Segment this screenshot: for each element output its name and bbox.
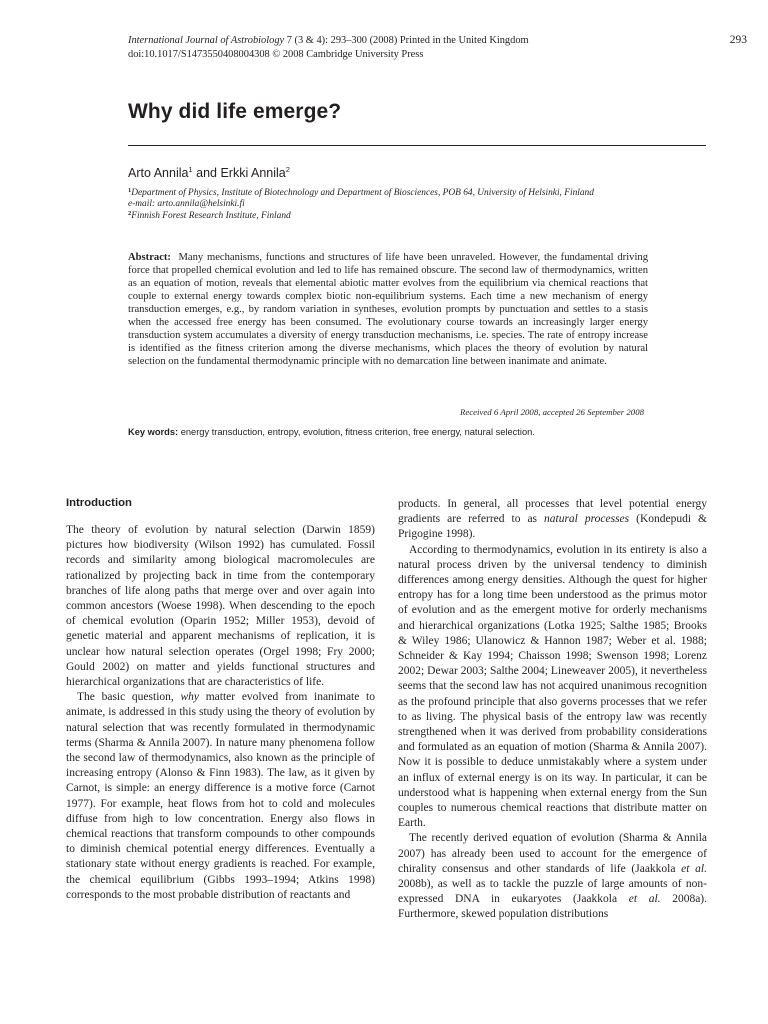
- section-heading-introduction: Introduction: [66, 497, 132, 509]
- paragraph: The recently derived equation of evolution (Sharma & Annila 2007) has already been used to account for the emergence of chirality consensus and other standards of life (Jaakkola et al. 2008b), as well as to tackle the puzzle of large amounts of non-expressed DNA in eukaryotes (Jaakkola et al. 2008a). Furthermore, skewed population distributions: [398, 832, 707, 921]
- affiliation-1: $^1$Department of Physics, Institute of Biotechnology and Department of Biosciences, POB 64, University of Helsinki, Finland: [128, 187, 594, 198]
- article-title: Why did life emerge?: [128, 100, 342, 123]
- keywords: Key words: energy transduction, entropy, evolution, fitness criterion, free energy, natural selection.: [128, 427, 535, 437]
- author-name: Arto Annila: [128, 166, 189, 180]
- abstract-text: Many mechanisms, functions and structures of life have been unraveled. However, the fundamental driving force that propelled chemical evolution and led to life has remained obscure. The second law of thermodynamics, written as an equation of motion, reveals that elemental abiotic matter evolves from the equilibrium via chemical reactions that couple to external energy towards complex biotic non-equilibrium systems. Each time a new mechanism of energy transduction emerges, e.g., by random variation in syntheses, evolution prompts by punctuation and settles to a stasis when the accessed free energy has been consumed. The evolutionary course towards an increasingly larger energy transduction system accumulates a diversity of energy transduction mechanisms, i.e. species. The rate of entropy increase is identified as the fitness criterion among the diverse mechanisms, which places the theory of evolution by natural selection on the fundamental thermodynamic principle with no demarcation line between inanimate and animate.: [128, 252, 648, 368]
- author-name: Erkki Annila: [220, 166, 286, 180]
- author-email: e-mail: arto.annila@helsinki.fi: [128, 198, 245, 209]
- journal-citation-line: [128, 34, 688, 62]
- paragraph: According to thermodynamics, evolution in its entirety is also a natural process driven by the universal tendency to diminish differences among energy densities. Although the quest for higher entropy has for a long time been understood as the primus motor of evolution and as the emergent motive for orderly mechanisms and hierarchical organizations (Lotka 1925; Salthe 1985; Brooks & Wiley 1986; Ulanowicz & Hannon 1987; Weber et al. 1988; Schneider & Kay 1994; Chaisson 1998; Swenson 1998; Lorenz 2002; Dewar 2003; Salthe 2004; Lineweaver 2005), it nevertheless seems that the second law has not acquired unanimous recognition as the profound principle that also governs processes that we refer to as living. The physical basis of the entropy law was recently strengthened when it was derived from probability considerations and formulated as an equation of motion (Sharma & Annila 2007). Now it is possible to deduce unmistakably where a system under an influx of external energy is on its way. In particular, it can be understood what is happening when external energy from the Sun couples to numerous chemical reactions that distribute matter on Earth.: [398, 543, 707, 830]
- received-dates: Received 6 April 2008, accepted 26 September 2008: [459, 407, 644, 417]
- abstract: Abstract: Many mechanisms, functions and structures of life have been unraveled. However, the fundamental driving force that propelled chemical evolution and led to life has remained obscure. The second law of thermodynamics, written as an equation of motion, reveals that elemental abiotic matter evolves from the equilibrium via chemical reactions that couple to external energy towards complex biotic non-equilibrium systems. Each time a new mechanism of energy transduction emerges, e.g., by random variation in syntheses, evolution prompts by punctuation and settles to a stasis when the accessed free energy has been consumed. The evolutionary course towards an increasingly larger energy transduction system accumulates a diversity of energy transduction mechanisms, i.e. species. The rate of entropy increase is identified as the fitness criterion among the diverse mechanisms, which places the theory of evolution by natural selection on the fundamental thermodynamic principle with no demarcation line between inanimate and animate.: [128, 252, 648, 368]
- author-joiner: and: [192, 166, 221, 180]
- affiliation-2: $^2$Finnish Forest Research Institute, Finland: [128, 210, 291, 222]
- paragraph: The theory of evolution by natural selection (Darwin 1859) pictures how biodiversity (Wilson 1992) has cumulated. Fossil records and similarity among biological macromolecules are rationalized by projecting back in time from the contemporary branches of life along paths that merge over and over again into common ancestors (Woese 1998). When descending to the epoch of chemical evolution (Oparin 1952; Miller 1953), devoid of genetic material and apparent mechanisms of replication, it is unclear how natural selection operates (Orgel 1998; Fry 2000; Gould 2002) on matter and yields functional structures and hierarchical organizations that are characteristics of life.: [66, 524, 375, 689]
- page-number: 293: [729, 34, 747, 46]
- affiliations: [128, 186, 688, 222]
- title-divider: [128, 145, 706, 146]
- paragraph: products. In general, all processes that level potential energy gradients are referred to as natural processes (Kondepudi & Prigogine 1998).: [398, 498, 707, 541]
- journal-info: [128, 34, 688, 48]
- keywords-text: energy transduction, entropy, evolution, fitness criterion, free energy, natural selection.: [180, 427, 535, 437]
- doi-line: doi:10.1017/S1473550408004308 © 2008 Cambridge University Press: [128, 49, 424, 60]
- author-affiliation-mark: 1: [188, 165, 193, 174]
- abstract-label: Abstract: [128, 252, 168, 263]
- journal-name: International Journal of Astrobiology: [128, 35, 285, 46]
- author-list: [128, 165, 290, 180]
- author-affiliation-mark: 2: [285, 165, 290, 174]
- journal-details: 7 (3 & 4): 293–300 (2008) Printed in the United Kingdom: [284, 35, 529, 46]
- paragraph: The basic question, why matter evolved from inanimate to animate, is addressed in this study using the theory of evolution by natural selection that was recently formulated in thermodynamic terms (Sharma & Annila 2007). In nature many phenomena follow the second law of thermodynamics, also known as the principle of increasing entropy (Alonso & Finn 1983). The law, as it given by Carnot, is simple: an energy difference is a motive force (Carnot 1977). For example, heat flows from hot to cold and molecules diffuse from high to low concentration. Energy also flows in chemical reactions that transform compounds to other compounds to diminish chemical potential energy differences. Eventually a stationary state without energy gradients is reached. For example, the chemical equilibrium (Gibbs 1993–1994; Atkins 1998) corresponds to the most probable distribution of reactants and: [66, 691, 376, 901]
- body-column-left: [66, 497, 375, 903]
- keywords-label: Key words: [128, 427, 176, 437]
- body-column-right: [398, 497, 707, 923]
